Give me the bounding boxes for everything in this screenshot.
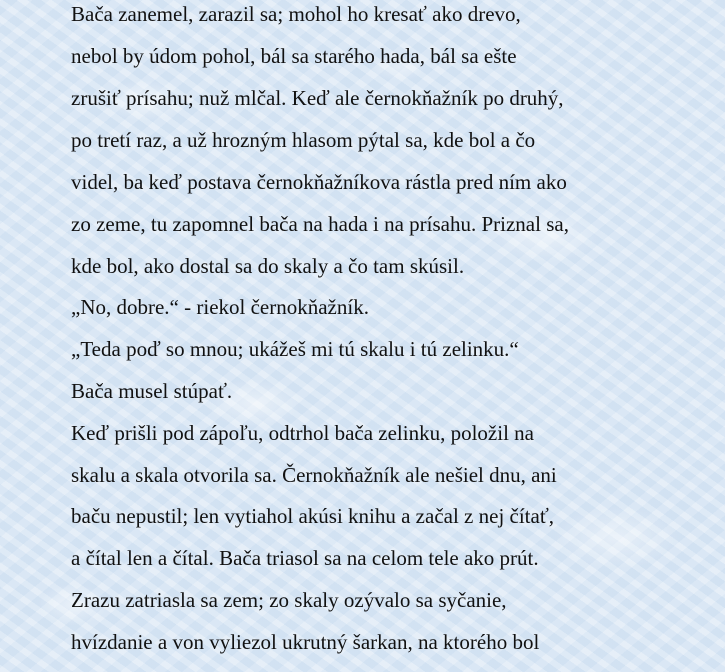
text-line: po tretí raz, a už hrozným hlasom pýtal sa, kde bol a čo bbox=[71, 128, 536, 152]
text-line: „Teda poď so mnou; ukážeš mi tú skalu i tú zelinku.“ bbox=[71, 337, 519, 361]
text-line: videl, ba keď postava černokňažníkova rástla pred ním ako bbox=[71, 170, 567, 194]
text-line: Keď prišli pod zápoľu, odtrhol bača zelinku, položil na bbox=[71, 421, 534, 445]
text-line: Bača zanemel, zarazil sa; mohol ho kresať ako drevo, bbox=[71, 2, 521, 26]
text-line: „No, dobre.“ - riekol černokňažník. bbox=[71, 295, 369, 319]
text-line: a čítal len a čítal. Bača triasol sa na celom tele ako prút. bbox=[71, 546, 539, 570]
text-line: kde bol, ako dostal sa do skaly a čo tam skúsil. bbox=[71, 254, 465, 278]
text-line: nebol by údom pohol, bál sa starého hada, bál sa ešte bbox=[71, 44, 517, 68]
text-line: Bača musel stúpať. bbox=[71, 379, 233, 403]
text-line: zo zeme, tu zapomnel bača na hada i na prísahu. Priznal sa, bbox=[71, 212, 569, 236]
text-line: baču nepustil; len vytiahol akúsi knihu a začal z nej čítať, bbox=[71, 504, 555, 528]
text-line: skalu a skala otvorila sa. Černokňažník ale nešiel dnu, ani bbox=[71, 463, 557, 487]
text-line: hvízdanie a von vyliezol ukrutný šarkan, na ktorého bol bbox=[71, 630, 540, 654]
text-line: Zrazu zatriasla sa zem; zo skaly ozývalo sa syčanie, bbox=[71, 588, 507, 612]
text-line: zrušiť prísahu; nuž mlčal. Keď ale černokňažník po druhý, bbox=[71, 86, 564, 110]
